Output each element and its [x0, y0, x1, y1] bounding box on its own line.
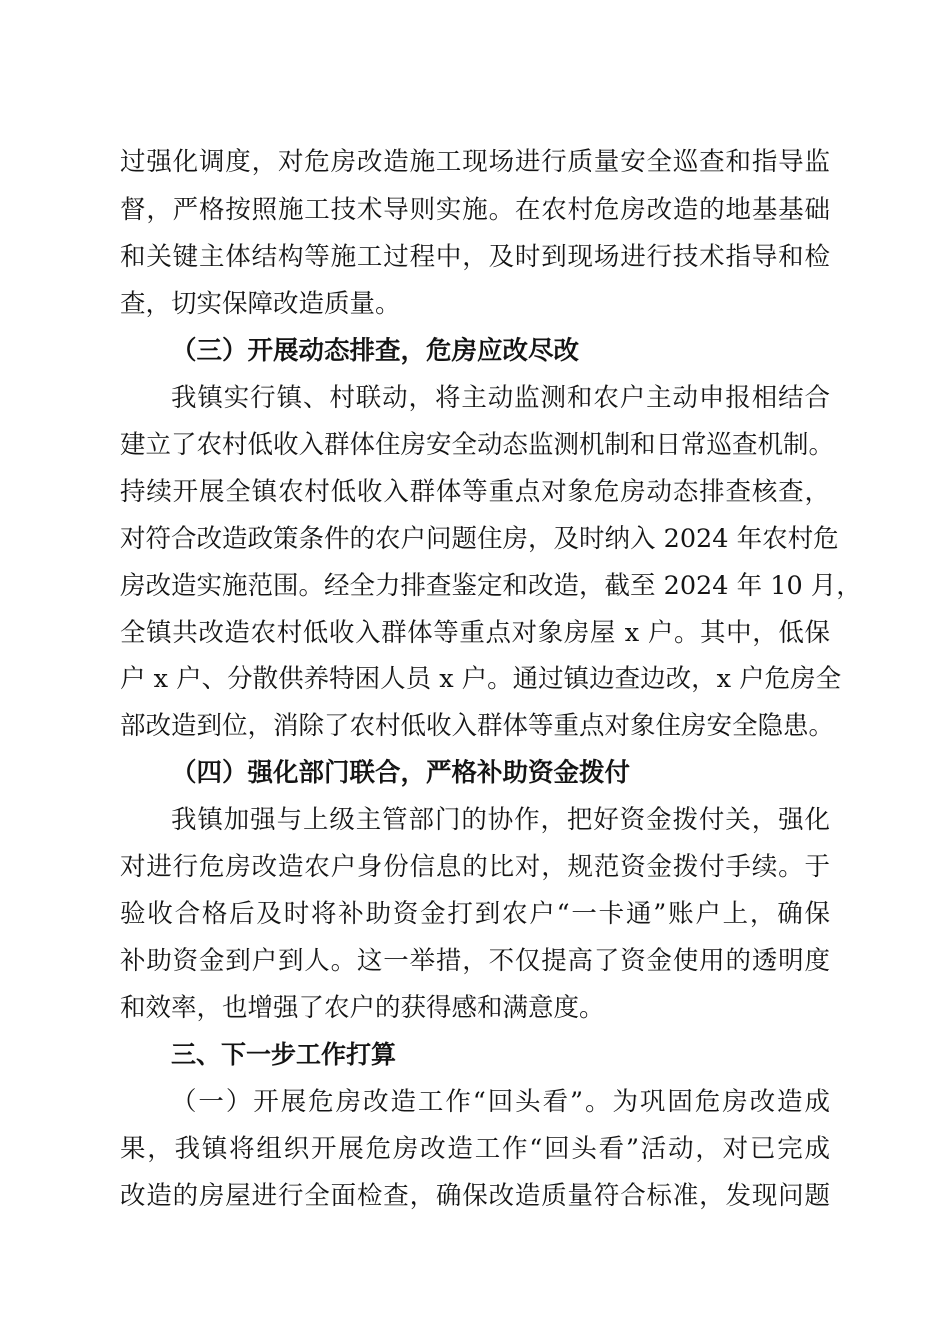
body-line: 户 x 户、分散供养特困人员 x 户。通过镇边查边改，x 户危房全 [120, 664, 842, 694]
section-subheading-3: （三）开展动态排查，危房应改尽改 [171, 336, 580, 366]
body-line: 我镇实行镇、村联动，将主动监测和农户主动申报相结合 [171, 383, 830, 413]
body-line: 全镇共改造农村低收入群体等重点对象房屋 x 户。其中，低保 [120, 618, 830, 648]
body-line: 果，我镇将组织开展危房改造工作“回头看”活动，对已完成 [120, 1134, 830, 1164]
body-line: 改造的房屋进行全面检查，确保改造质量符合标准，发现问题 [120, 1181, 830, 1211]
body-line: 对进行危房改造农户身份信息的比对，规范资金拨付手续。于 [120, 852, 830, 882]
body-line: 对符合改造政策条件的农户问题住房，及时纳入 2024 年农村危 [120, 524, 839, 554]
body-line: 持续开展全镇农村低收入群体等重点对象危房动态排查核查， [120, 477, 830, 507]
body-line: （一）开展危房改造工作“回头看”。为巩固危房改造成 [171, 1087, 830, 1117]
body-line: 我镇加强与上级主管部门的协作，把好资金拨付关，强化 [171, 805, 830, 835]
section-heading-3: 三、下一步工作打算 [171, 1040, 397, 1069]
body-line: 督，严格按照施工技术导则实施。在农村危房改造的地基基础 [120, 195, 830, 225]
section-subheading-4: （四）强化部门联合，严格补助资金拨付 [171, 758, 631, 788]
body-line: 查，切实保障改造质量。 [120, 289, 401, 319]
body-line: 和效率，也增强了农户的获得感和满意度。 [120, 993, 605, 1023]
body-line: 部改造到位，消除了农村低收入群体等重点对象住房安全隐患。 [120, 711, 835, 741]
body-line: 和关键主体结构等施工过程中，及时到现场进行技术指导和检 [120, 242, 830, 272]
body-line: 过强化调度，对危房改造施工现场进行质量安全巡查和指导监 [120, 147, 830, 177]
body-line: 建立了农村低收入群体住房安全动态监测机制和日常巡查机制。 [120, 430, 835, 460]
body-line: 补助资金到户到人。这一举措，不仅提高了资金使用的透明度 [120, 946, 830, 976]
body-line: 房改造实施范围。经全力排查鉴定和改造，截至 2024 年 10 月， [120, 571, 862, 601]
body-line: 验收合格后及时将补助资金打到农户“一卡通”账户上，确保 [120, 899, 830, 929]
